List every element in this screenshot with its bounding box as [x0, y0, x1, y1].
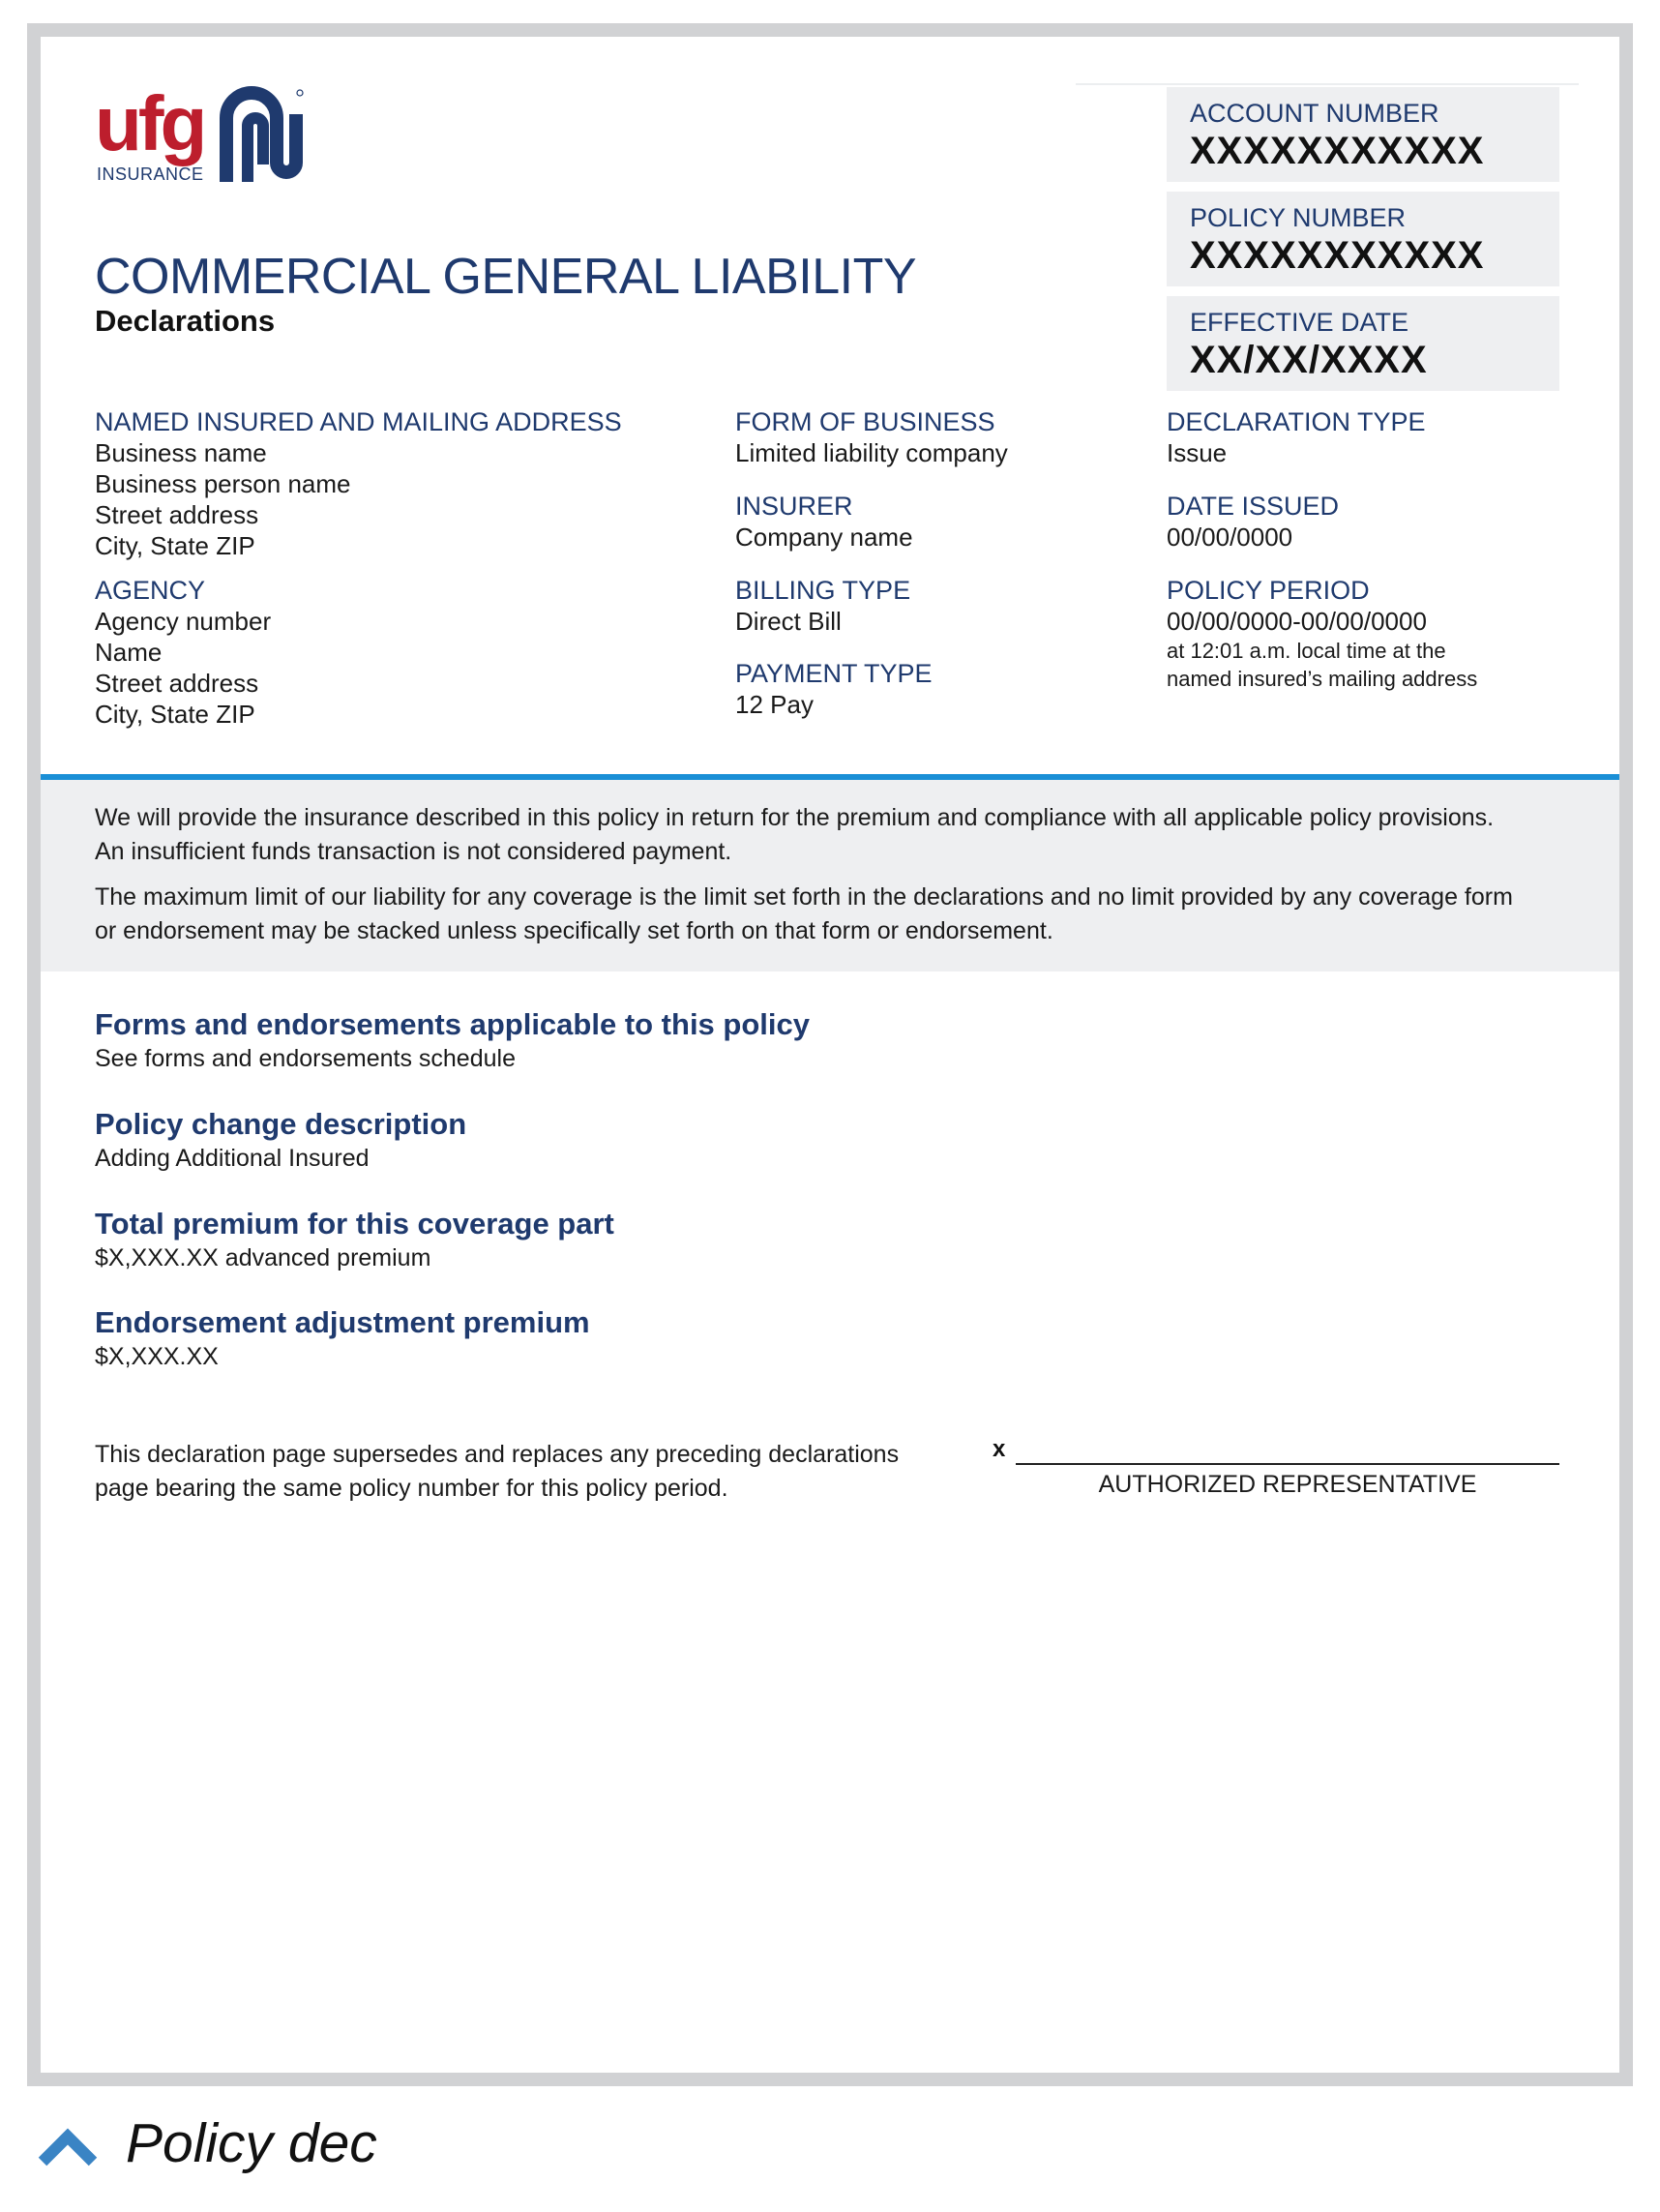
supersede-line: page bearing the same policy number for this policy period.	[95, 1475, 728, 1502]
forms-section	[95, 1006, 810, 1074]
payment-type-block	[735, 658, 933, 720]
policy-period-value: 00/00/0000-00/00/0000	[1167, 607, 1427, 636]
billing-type-value: Direct Bill	[735, 607, 842, 636]
supersede-statement	[95, 1438, 946, 1506]
payment-type-value: 12 Pay	[735, 690, 814, 719]
signature-caption: AUTHORIZED REPRESENTATIVE	[1098, 1471, 1477, 1498]
effective-date-value: XX/XX/XXXX	[1190, 339, 1428, 381]
logo-wordmark: ufg	[95, 80, 204, 166]
adjustment-premium-section	[95, 1304, 590, 1372]
footer-label: Policy dec	[126, 2112, 377, 2174]
policy-period-note: at 12:01 a.m. local time at the	[1167, 639, 1446, 663]
form-of-business-value: Limited liability company	[735, 438, 1008, 467]
section-body: $X,XXX.XX advanced premium	[95, 1244, 431, 1271]
signature-line	[1016, 1463, 1559, 1465]
signature-mark: x	[993, 1436, 1006, 1462]
billing-type-block	[735, 575, 910, 637]
insurer-label: INSURER	[735, 492, 853, 521]
notice-text: We will provide the insurance described in this policy in return for the premium and compliance with all applicable policy provisions.	[95, 804, 1495, 831]
date-issued-block	[1167, 491, 1339, 553]
declarations-page	[41, 37, 1619, 2073]
notice-text: The maximum limit of our liability for any coverage is the limit set forth in the declarations and no limit provided by any coverage form	[95, 883, 1513, 911]
policy-period-note: named insured’s mailing address	[1167, 667, 1478, 691]
named-insured-line: Business person name	[95, 469, 351, 498]
agency-line: Name	[95, 638, 163, 667]
section-heading: Endorsement adjustment premium	[95, 1305, 590, 1339]
policy-number-box	[1167, 192, 1559, 286]
effective-date-box	[1167, 296, 1559, 391]
section-body: Adding Additional Insured	[95, 1145, 370, 1172]
named-insured-line: Business name	[95, 438, 267, 467]
declaration-type-label: DECLARATION TYPE	[1167, 407, 1426, 436]
supersede-line: This declaration page supersedes and replaces any preceding declarations	[95, 1441, 900, 1468]
ufg-logo	[95, 80, 304, 192]
logo-subtitle: INSURANCE	[97, 164, 204, 184]
section-heading: Total premium for this coverage part	[95, 1207, 614, 1241]
insurer-block	[735, 491, 913, 553]
account-number-box	[1167, 87, 1559, 182]
agency-line: Agency number	[95, 607, 272, 636]
policy-notice	[41, 780, 1619, 971]
named-insured-label: NAMED INSURED AND MAILING ADDRESS	[95, 407, 622, 436]
named-insured-line: Street address	[95, 500, 259, 529]
named-insured-block	[95, 406, 622, 561]
agency-label: AGENCY	[95, 576, 206, 605]
insurer-value: Company name	[735, 523, 913, 552]
date-issued-value: 00/00/0000	[1167, 523, 1293, 552]
section-heading: Forms and endorsements applicable to this policy	[95, 1007, 810, 1041]
document-subtitle: Declarations	[95, 304, 276, 338]
section-body: $X,XXX.XX	[95, 1343, 219, 1370]
total-premium-section	[95, 1206, 614, 1273]
named-insured-line: City, State ZIP	[95, 531, 255, 560]
policy-number-value: XXXXXXXXXXX	[1190, 234, 1485, 277]
billing-type-label: BILLING TYPE	[735, 576, 911, 605]
policy-number-label: POLICY NUMBER	[1190, 203, 1407, 232]
document-title: COMMERCIAL GENERAL LIABILITY	[95, 249, 917, 305]
section-body: See forms and endorsements schedule	[95, 1045, 516, 1072]
declaration-type-block	[1167, 406, 1426, 468]
chevron-up-icon[interactable]	[37, 2125, 99, 2167]
policy-period-block	[1167, 575, 1477, 693]
section-heading: Policy change description	[95, 1107, 467, 1141]
account-number-label: ACCOUNT NUMBER	[1190, 99, 1439, 128]
notice-text: An insufficient funds transaction is not considered payment.	[95, 838, 732, 865]
agency-line: Street address	[95, 669, 259, 698]
form-of-business-block	[735, 406, 1008, 468]
effective-date-label: EFFECTIVE DATE	[1190, 308, 1409, 337]
ufg-logo-mark-icon	[219, 85, 306, 192]
notice-text: or endorsement may be stacked unless specifically set forth on that form or endorsement.	[95, 917, 1053, 944]
form-of-business-label: FORM OF BUSINESS	[735, 407, 995, 436]
account-number-value: XXXXXXXXXXX	[1190, 130, 1485, 172]
policy-change-section	[95, 1106, 466, 1174]
agency-block	[95, 575, 271, 730]
date-issued-label: DATE ISSUED	[1167, 492, 1340, 521]
id-divider	[1076, 83, 1579, 85]
agency-line: City, State ZIP	[95, 700, 255, 729]
declaration-type-value: Issue	[1167, 438, 1228, 467]
payment-type-label: PAYMENT TYPE	[735, 659, 933, 688]
policy-period-label: POLICY PERIOD	[1167, 576, 1370, 605]
